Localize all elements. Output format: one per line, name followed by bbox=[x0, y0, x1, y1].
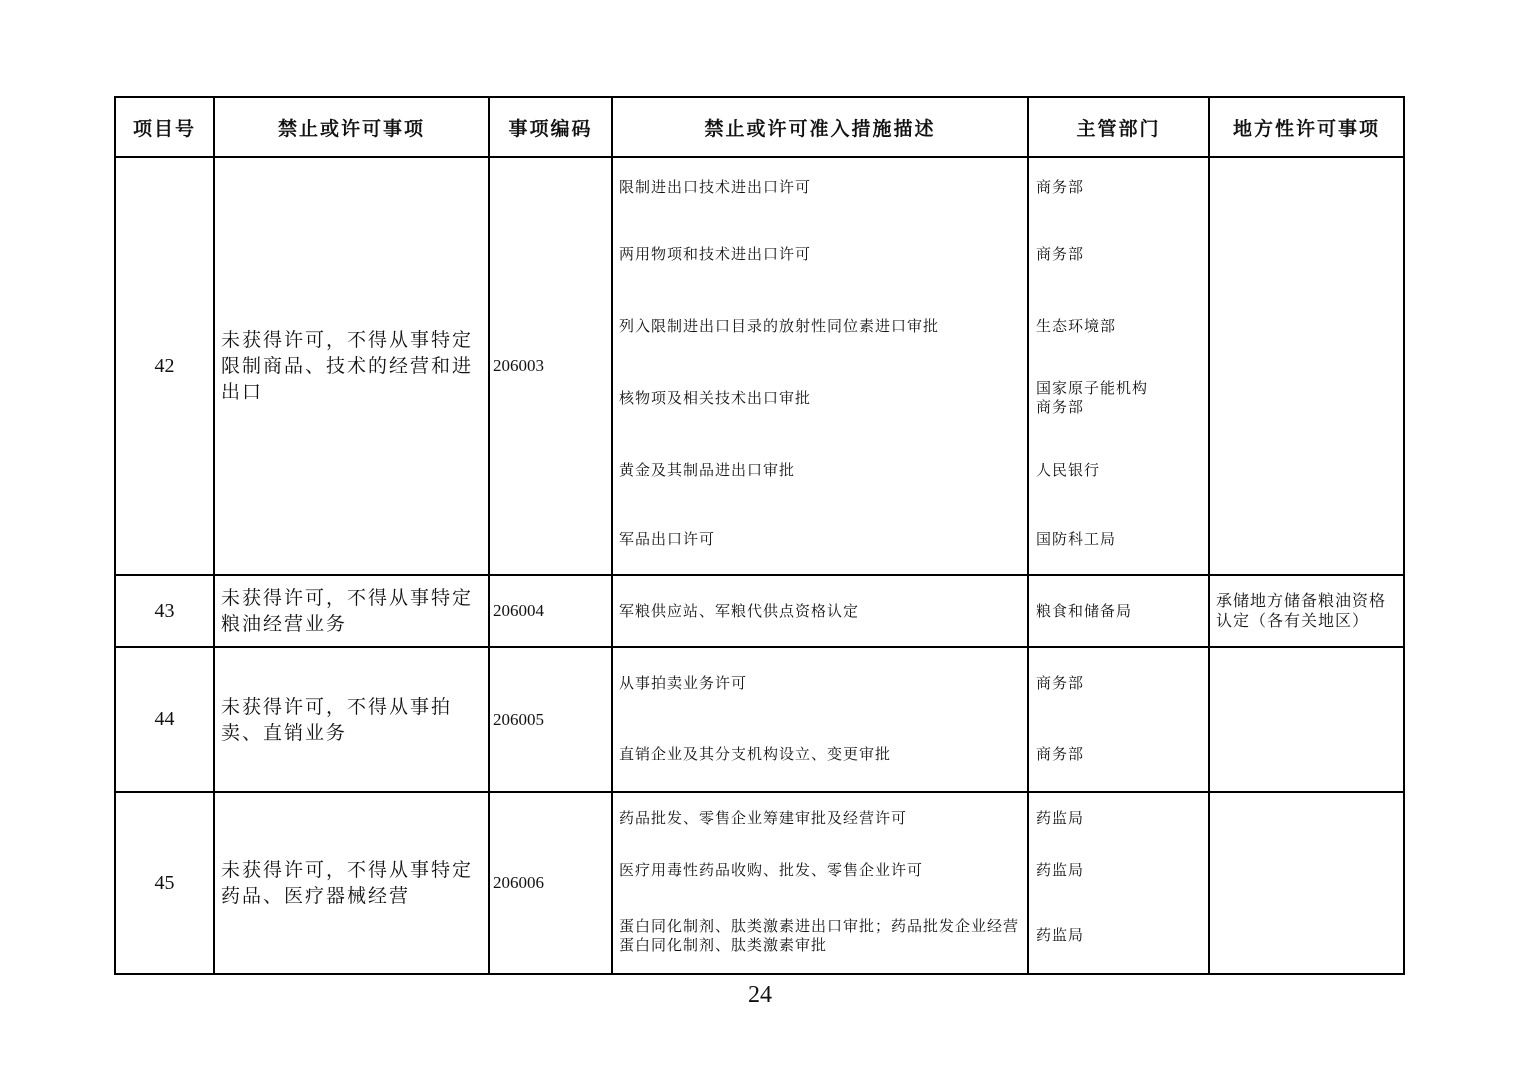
measure-description bbox=[613, 718, 1027, 791]
item-number: 42 bbox=[115, 157, 214, 575]
measure-description-cell bbox=[612, 575, 1028, 647]
department-text: 商务部 bbox=[1036, 244, 1085, 263]
measure-description-text: 两用物项和技术进出口许可 bbox=[619, 244, 812, 263]
matter-text: 未获得许可，不得从事特定药品、医疗器械经营 bbox=[214, 792, 489, 974]
department bbox=[1029, 898, 1208, 973]
table-row bbox=[115, 157, 1404, 575]
measure-description-text: 限制进出口技术进出口许可 bbox=[619, 177, 812, 196]
department-cell bbox=[1028, 647, 1209, 792]
measure-description bbox=[613, 576, 1027, 646]
department-text: 国防科工局 bbox=[1036, 529, 1117, 548]
measure-description bbox=[613, 360, 1027, 436]
measure-description bbox=[613, 436, 1027, 504]
measure-description-text: 药品批发、零售企业筹建审批及经营许可 bbox=[619, 808, 908, 827]
header-measure-description: 禁止或许可准入措施描述 bbox=[612, 97, 1028, 157]
measure-description-text: 核物项及相关技术出口审批 bbox=[619, 388, 812, 407]
matter-text: 未获得许可，不得从事特定粮油经营业务 bbox=[214, 575, 489, 647]
local-license: 承储地方储备粮油资格认定（各有关地区） bbox=[1209, 575, 1404, 647]
header-matter: 禁止或许可事项 bbox=[214, 97, 489, 157]
department-text: 商务部 bbox=[1036, 673, 1085, 692]
header-local-license: 地方性许可事项 bbox=[1209, 97, 1404, 157]
header-code: 事项编码 bbox=[489, 97, 612, 157]
department bbox=[1029, 793, 1208, 843]
department-cell bbox=[1028, 157, 1209, 575]
matter-code: 206006 bbox=[489, 792, 612, 974]
measure-description bbox=[613, 292, 1027, 360]
department-text: 生态环境部 bbox=[1036, 316, 1117, 335]
header-department: 主管部门 bbox=[1028, 97, 1209, 157]
department-text: 商务部 bbox=[1036, 177, 1085, 196]
measure-description bbox=[613, 504, 1027, 574]
table-row bbox=[115, 647, 1404, 792]
measure-description-text: 蛋白同化制剂、肽类激素进出口审批；药品批发企业经营蛋白同化制剂、肽类激素审批 bbox=[619, 916, 1020, 954]
item-number: 43 bbox=[115, 575, 214, 647]
measure-description-text: 直销企业及其分支机构设立、变更审批 bbox=[619, 745, 892, 763]
header-row bbox=[115, 97, 1404, 157]
department bbox=[1029, 292, 1208, 360]
department-text: 粮食和储备局 bbox=[1036, 601, 1133, 620]
local-license bbox=[1209, 792, 1404, 974]
department bbox=[1029, 576, 1208, 646]
matter-code: 206004 bbox=[489, 575, 612, 647]
measure-description-text: 列入限制进出口目录的放射性同位素进口审批 bbox=[619, 316, 940, 335]
local-license bbox=[1209, 157, 1404, 575]
measure-description-cell bbox=[612, 647, 1028, 792]
department-text: 商务部 bbox=[1036, 745, 1085, 763]
matter-text: 未获得许可，不得从事特定限制商品、技术的经营和进出口 bbox=[214, 157, 489, 575]
measure-description-text: 军粮供应站、军粮代供点资格认定 bbox=[619, 601, 860, 620]
matter-text: 未获得许可，不得从事拍卖、直销业务 bbox=[214, 647, 489, 792]
license-table bbox=[114, 96, 1405, 975]
department-text: 药监局 bbox=[1036, 808, 1085, 827]
measure-description-text: 从事拍卖业务许可 bbox=[619, 673, 748, 692]
measure-description bbox=[613, 843, 1027, 898]
measure-description bbox=[613, 793, 1027, 843]
matter-code: 206003 bbox=[489, 157, 612, 575]
item-number: 44 bbox=[115, 647, 214, 792]
measure-description-text: 军品出口许可 bbox=[619, 529, 716, 548]
measure-description-text: 黄金及其制品进出口审批 bbox=[619, 460, 796, 479]
department-text: 人民银行 bbox=[1036, 460, 1101, 479]
department bbox=[1029, 843, 1208, 898]
department bbox=[1029, 504, 1208, 574]
header-item-number: 项目号 bbox=[115, 97, 214, 157]
department bbox=[1029, 216, 1208, 292]
measure-description bbox=[613, 216, 1027, 292]
department-text: 国家原子能机构 商务部 bbox=[1036, 379, 1149, 416]
page-number: 24 bbox=[748, 982, 772, 1008]
measure-description-cell bbox=[612, 792, 1028, 974]
table-row bbox=[115, 792, 1404, 974]
department-text: 药监局 bbox=[1036, 926, 1085, 944]
measure-description-cell bbox=[612, 157, 1028, 575]
table-row bbox=[115, 575, 1404, 647]
matter-code: 206005 bbox=[489, 647, 612, 792]
department bbox=[1029, 360, 1208, 436]
department bbox=[1029, 436, 1208, 504]
item-number: 45 bbox=[115, 792, 214, 974]
local-license bbox=[1209, 647, 1404, 792]
department-text: 药监局 bbox=[1036, 861, 1085, 879]
measure-description-text: 医疗用毒性药品收购、批发、零售企业许可 bbox=[619, 861, 924, 879]
department bbox=[1029, 158, 1208, 216]
measure-description bbox=[613, 648, 1027, 718]
measure-description bbox=[613, 158, 1027, 216]
department bbox=[1029, 648, 1208, 718]
department-cell bbox=[1028, 792, 1209, 974]
measure-description bbox=[613, 898, 1027, 973]
department-cell bbox=[1028, 575, 1209, 647]
department bbox=[1029, 718, 1208, 791]
